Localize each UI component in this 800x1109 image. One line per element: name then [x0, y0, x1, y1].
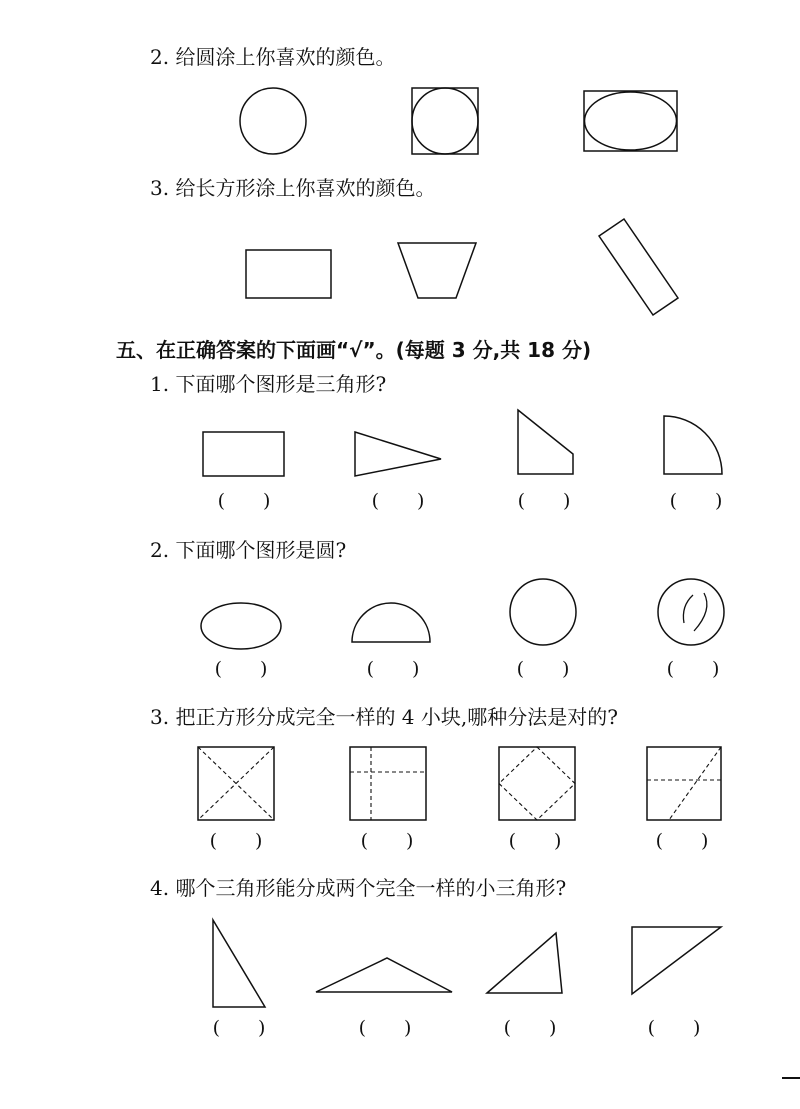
- answer-blank[interactable]: ( ): [517, 490, 571, 512]
- section-5-question-4-text: 4. 哪个三角形能分成两个完全一样的小三角形?: [150, 876, 567, 900]
- right-trapezoid-option[interactable]: [518, 410, 573, 474]
- answer-blank[interactable]: ( ): [655, 830, 709, 852]
- triangle-option[interactable]: [355, 432, 441, 476]
- rectangle-shape[interactable]: [246, 250, 331, 298]
- square-lines-option[interactable]: [647, 747, 721, 820]
- ellipse-option[interactable]: [201, 603, 281, 649]
- answer-blank[interactable]: ( ): [508, 830, 562, 852]
- answer-blank[interactable]: ( ): [666, 658, 720, 680]
- square-cross-option[interactable]: [350, 747, 426, 820]
- answer-blank[interactable]: ( ): [358, 1017, 412, 1039]
- answer-blank[interactable]: ( ): [503, 1017, 557, 1039]
- circle-in-square-shape[interactable]: [412, 88, 478, 154]
- answer-blank[interactable]: ( ): [669, 490, 723, 512]
- section-5-question-1-text: 1. 下面哪个图形是三角形?: [150, 372, 387, 396]
- quarter-circle-option[interactable]: [664, 416, 722, 474]
- right-triangle-wide-option[interactable]: [632, 927, 721, 994]
- answer-blank[interactable]: ( ): [371, 490, 425, 512]
- answer-blank[interactable]: ( ): [212, 1017, 266, 1039]
- trapezoid-shape[interactable]: [398, 243, 476, 298]
- right-triangle-tall-option[interactable]: [213, 920, 265, 1007]
- tilted-rectangle-shape[interactable]: [599, 219, 678, 315]
- ellipse-in-rectangle-shape[interactable]: [584, 91, 677, 151]
- answer-blank[interactable]: ( ): [209, 830, 263, 852]
- semicircle-option[interactable]: [352, 603, 430, 642]
- section-5-question-3-text: 3. 把正方形分成完全一样的 4 小块,哪种分法是对的?: [150, 705, 618, 729]
- square-diamond-option[interactable]: [499, 747, 575, 820]
- square-diagonals-option[interactable]: [198, 747, 274, 820]
- answer-blank[interactable]: ( ): [366, 658, 420, 680]
- answer-blank[interactable]: ( ): [647, 1017, 701, 1039]
- page-edge-mark: [782, 1077, 800, 1079]
- section-5-title: 五、在正确答案的下面画“√”。(每题 3 分,共 18 分): [116, 338, 592, 362]
- scalene-triangle-option[interactable]: [487, 933, 562, 993]
- answer-blank[interactable]: ( ): [217, 490, 271, 512]
- circle-option[interactable]: [510, 579, 576, 645]
- question-2-text: 2. 给圆涂上你喜欢的颜色。: [150, 45, 396, 69]
- answer-blank[interactable]: ( ): [516, 658, 570, 680]
- rectangle-option[interactable]: [203, 432, 284, 476]
- circle-shape[interactable]: [240, 88, 306, 154]
- answer-blank[interactable]: ( ): [214, 658, 268, 680]
- answer-blank[interactable]: ( ): [360, 830, 414, 852]
- section-5-question-2-text: 2. 下面哪个图形是圆?: [150, 538, 347, 562]
- sphere-option[interactable]: [658, 579, 724, 645]
- isosceles-triangle-option[interactable]: [316, 958, 452, 992]
- question-3-text: 3. 给长方形涂上你喜欢的颜色。: [150, 176, 436, 200]
